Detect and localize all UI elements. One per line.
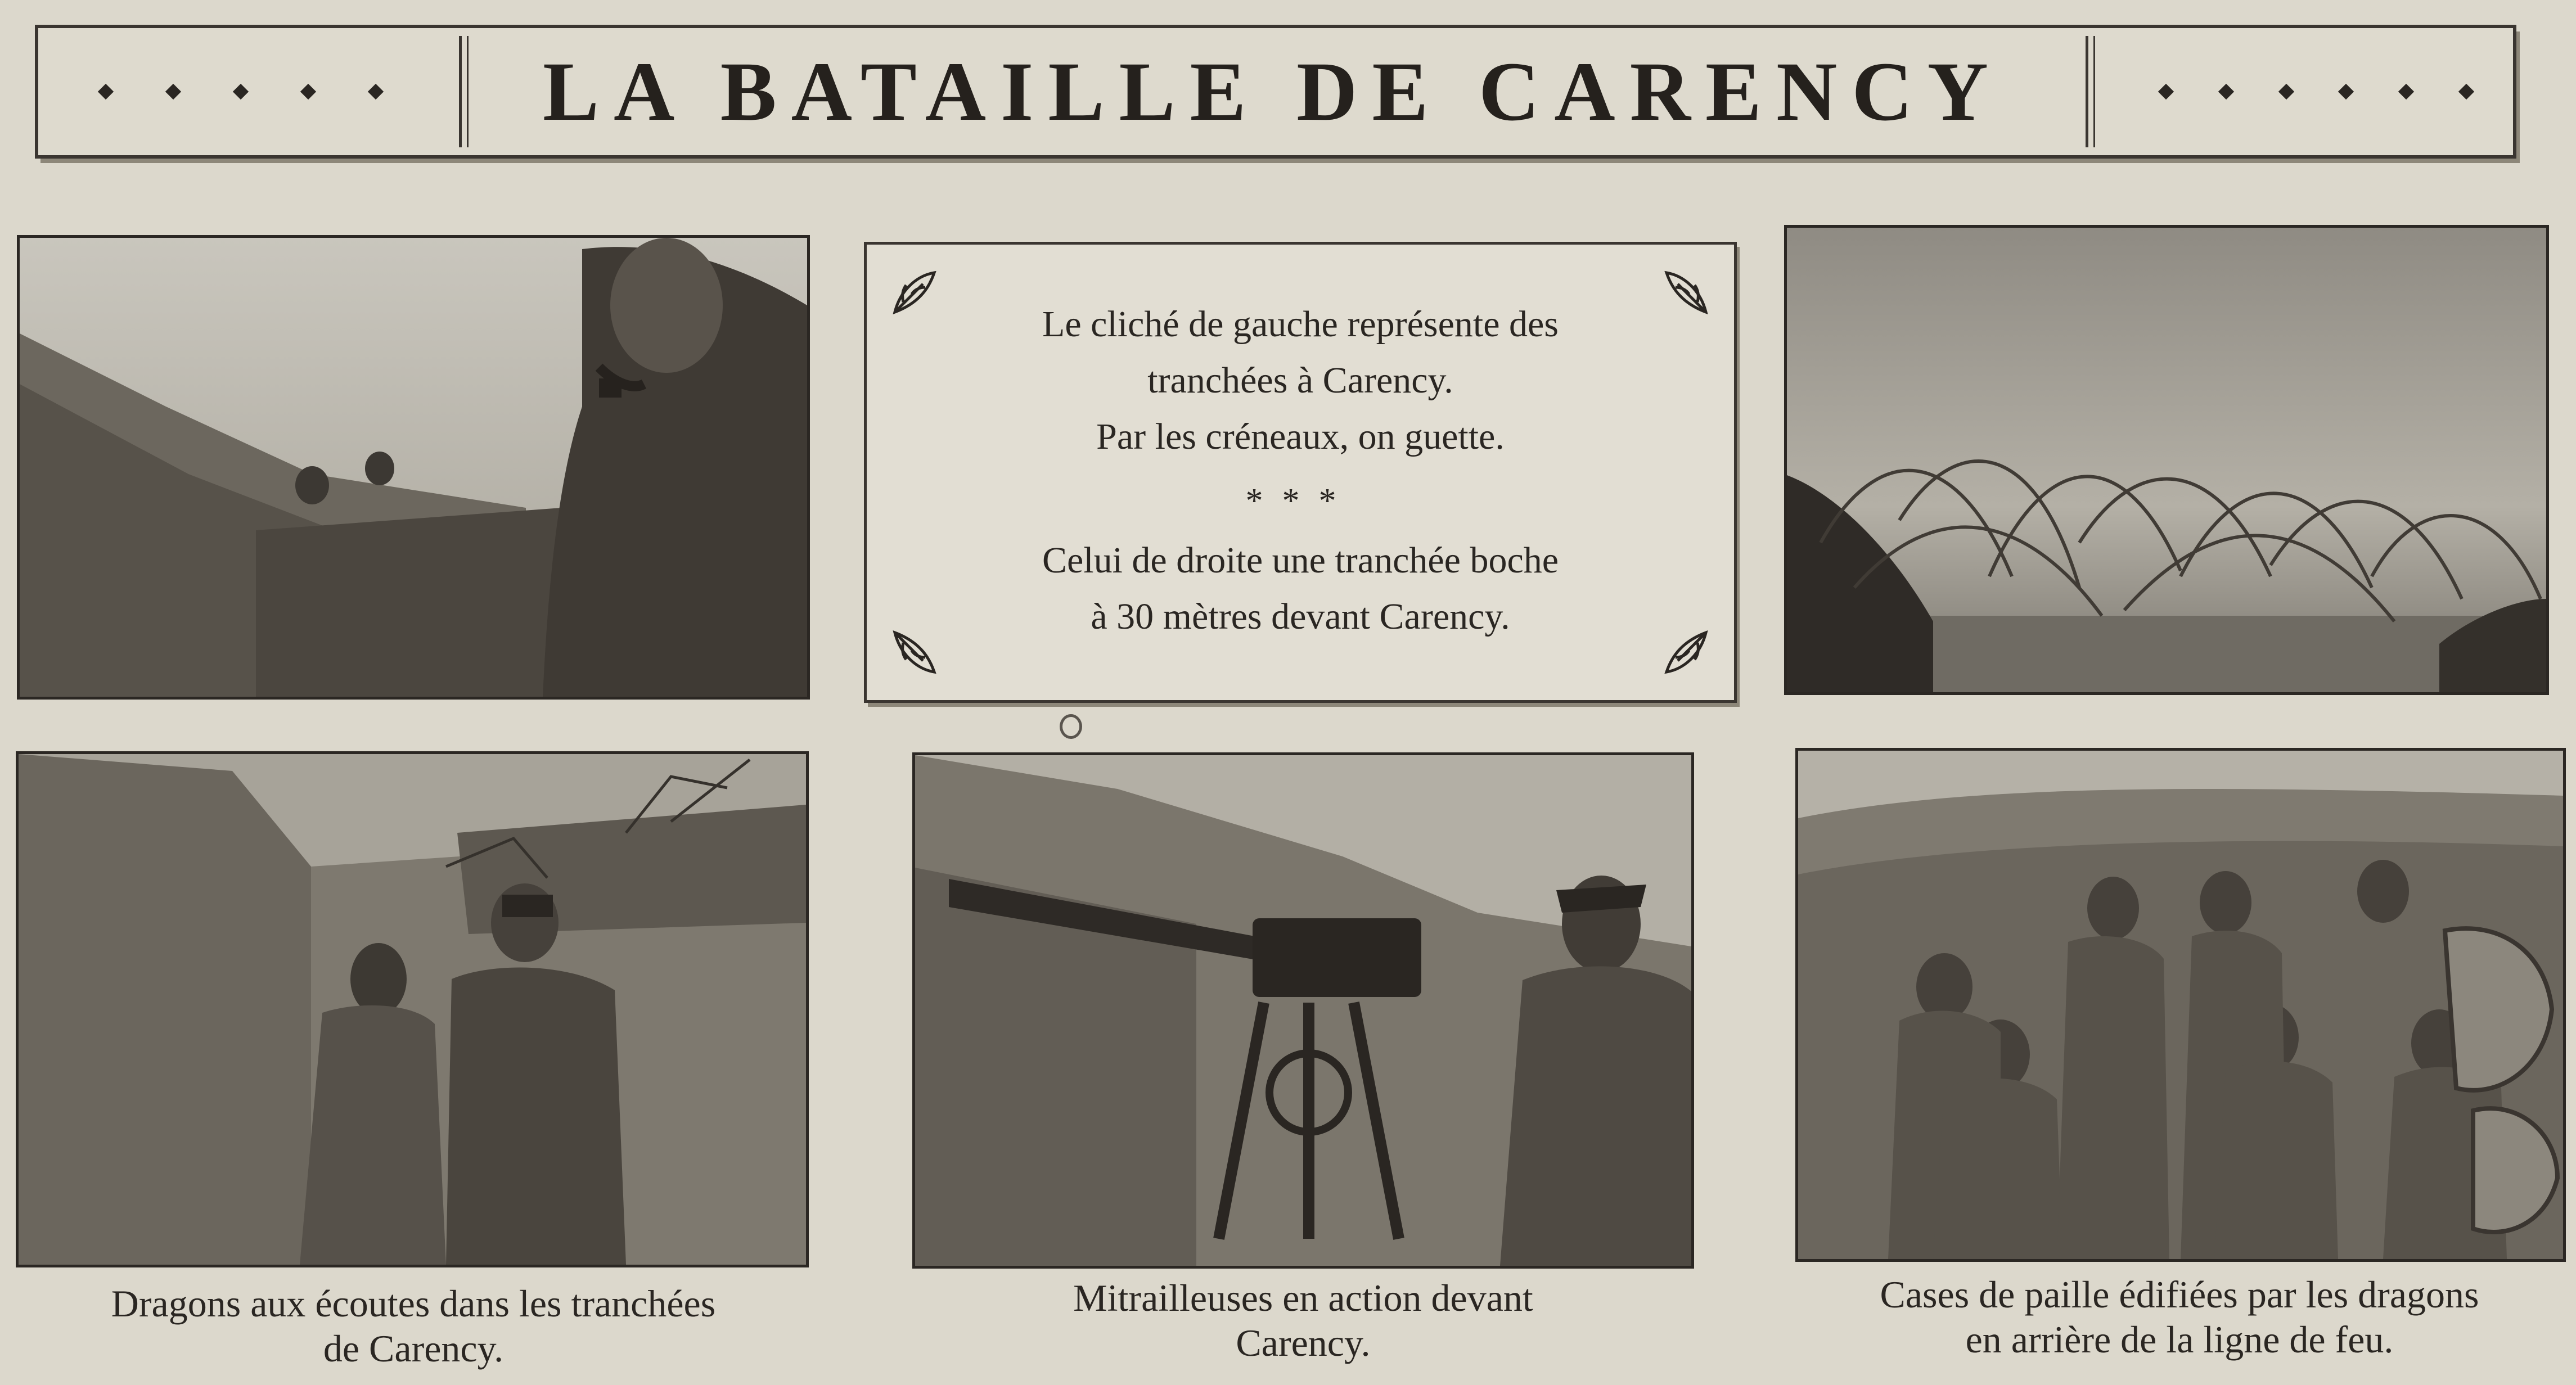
diamond-icon: [233, 84, 249, 100]
diamond-icon: [2158, 84, 2174, 100]
description-line: tranchées à Carency.: [1147, 360, 1453, 401]
straw-huts-photo-image: [1798, 751, 2563, 1259]
diamond-icon: [2218, 84, 2234, 100]
diamond-icon: [165, 84, 181, 100]
diamond-icon: [2398, 84, 2414, 100]
trench-photo-image: [20, 238, 807, 697]
banner-divider: [2093, 36, 2095, 147]
caption-line: Carency.: [1236, 1321, 1371, 1364]
leaf-ornament-icon: [1661, 627, 1712, 678]
caption-line: en arrière de la ligne de feu.: [1965, 1318, 2394, 1361]
title-banner: [35, 25, 2516, 159]
banner-divider: [459, 36, 462, 147]
photo-dragoons-listening: [16, 751, 809, 1267]
leaf-ornament-icon: [1661, 267, 1712, 318]
description-line: Par les créneaux, on guette.: [1096, 416, 1505, 457]
description-line: Le cliché de gauche représente des: [1042, 304, 1559, 345]
leaf-ornament-icon: [889, 267, 940, 318]
caption-machine-gun: [912, 1275, 1694, 1365]
banner-divider: [2086, 36, 2088, 147]
page-title: LA BATAILLE DE CARENCY: [543, 45, 2003, 138]
photo-machine-gun: [912, 752, 1694, 1269]
caption-line: Mitrailleuses en action devant: [1073, 1276, 1533, 1319]
dragoons-photo-image: [19, 754, 806, 1265]
banner-ornament-left: [72, 28, 409, 155]
photo-straw-huts: [1795, 748, 2566, 1262]
banner-divider: [467, 36, 469, 147]
caption-line: de Carency.: [323, 1327, 504, 1370]
diamond-icon: [2458, 84, 2474, 100]
diamond-icon: [2338, 84, 2354, 100]
description-text: [951, 296, 1650, 645]
description-line: Celui de droite une tranchée boche: [1042, 540, 1559, 581]
description-panel: [864, 242, 1737, 703]
diamond-icon: [300, 84, 316, 100]
photo-trench-lookout: [17, 235, 810, 700]
diamond-icon: [368, 84, 384, 100]
barbed-wire-photo-image: [1787, 228, 2546, 692]
diamond-icon: [98, 84, 114, 100]
caption-straw-huts: [1789, 1272, 2570, 1362]
machine-gun-photo-image: [915, 755, 1691, 1266]
caption-dragoons: [17, 1281, 810, 1371]
asterism-separator: ***: [1245, 482, 1355, 520]
diamond-icon: [2278, 84, 2294, 100]
print-speck: [1060, 714, 1082, 739]
leaf-ornament-icon: [889, 627, 940, 678]
caption-line: Cases de paille édifiées par les dragons: [1880, 1273, 2479, 1316]
banner-ornament-right: [2136, 28, 2496, 155]
caption-line: Dragons aux écoutes dans les tranchées: [111, 1282, 716, 1325]
description-line: à 30 mètres devant Carency.: [1091, 596, 1510, 637]
photo-german-trench-wire: [1784, 225, 2549, 695]
